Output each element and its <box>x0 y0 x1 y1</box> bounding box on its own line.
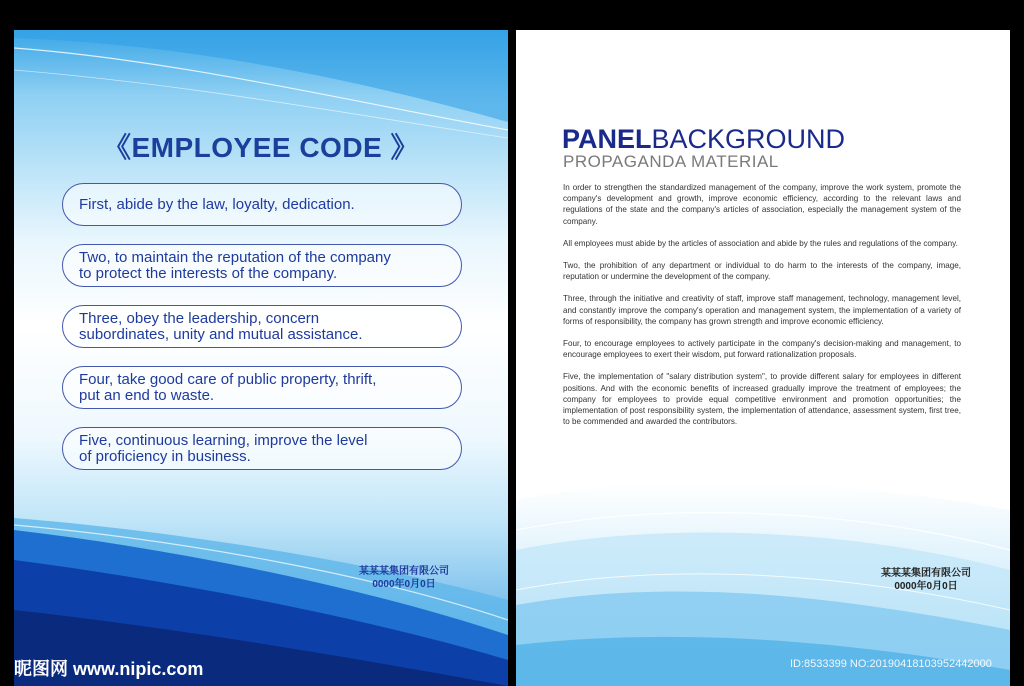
rule-text-2: Two, to maintain the reputation of the company to protect the interests of the company. <box>79 248 391 282</box>
title-bold-part: PANEL <box>562 124 652 154</box>
paragraph-5: Four, to encourage employees to actively participate in the company's decision-making and management, to encourage employees to exert their wisdom, put forward rationalization proposals. <box>563 339 961 360</box>
rule-text-4: Four, take good care of public property, thrift, put an end to waste. <box>79 370 377 404</box>
paragraph-4: Three, through the initiative and creativity of staff, improve staff management, technology, management level, and constantly improve the company's operation and management system, the implementation of a variety of forms of responsibility, the company has grown strength and improve economic efficiency. <box>563 294 961 326</box>
rule-text-1: First, abide by the law, loyalty, dedication. <box>79 195 355 213</box>
watermark-logo-cn: 昵图网 <box>14 659 68 680</box>
employee-code-panel <box>14 30 508 686</box>
rule-box-2 <box>62 244 462 287</box>
left-company-date: 0000年0月0日 <box>372 579 436 590</box>
title-light-part: BACKGROUND <box>651 124 846 154</box>
paragraph-6: Five, the implementation of "salary distribution system", to provide different salary for employees in different positions. And with the economic benefits of increased gradually improve the treatment of employees; the company for employees to provide equal competitive environment and promotion opportunities; the implementation of post responsibility system, the implementation of attendance, assessment system, first tree, to be commended and awarded the contributors. <box>563 372 961 427</box>
rule-box-3 <box>62 305 462 348</box>
body-text <box>563 182 961 438</box>
watermark-id-text: ID:8533399 NO:20190418103952442000 <box>790 658 992 670</box>
paragraph-2: All employees must abide by the articles of association and abide by the rules and regulations of the company. <box>563 238 958 248</box>
panel-background-page <box>516 30 1010 686</box>
right-company-block <box>866 567 986 593</box>
panel-background-title <box>562 125 845 153</box>
rule-box-5 <box>62 427 462 470</box>
rule-box-4 <box>62 366 462 409</box>
employee-code-title: 《EMPLOYEE CODE 》 <box>102 132 420 163</box>
rule-text-3: Three, obey the leadership, concern subordinates, unity and mutual assistance. <box>79 309 363 343</box>
watermark-logo-url: www.nipic.com <box>73 659 204 679</box>
nipic-watermark-logo <box>14 655 203 681</box>
paragraph-3: Two, the prohibition of any department or individual to do harm to the interests of the company, image, reputation or undermine the development of the company. <box>563 261 961 282</box>
paragraph-1: In order to strengthen the standardized management of the company, improve the work system, promote the company's development and growth, improve economic efficiency, according to the relevant laws and regulations of the state and the company's articles of association, especially the management system of the company. <box>563 183 961 226</box>
left-company-block <box>344 565 464 591</box>
rule-text-5: Five, continuous learning, improve the level of proficiency in business. <box>79 431 368 465</box>
right-company-date: 0000年0月0日 <box>894 581 958 592</box>
right-company-name: 某某某集团有限公司 <box>881 568 971 579</box>
rule-box-1 <box>62 183 462 226</box>
left-company-name: 某某某集团有限公司 <box>359 566 449 577</box>
propaganda-subtitle: PROPAGANDA MATERIAL <box>563 152 779 171</box>
